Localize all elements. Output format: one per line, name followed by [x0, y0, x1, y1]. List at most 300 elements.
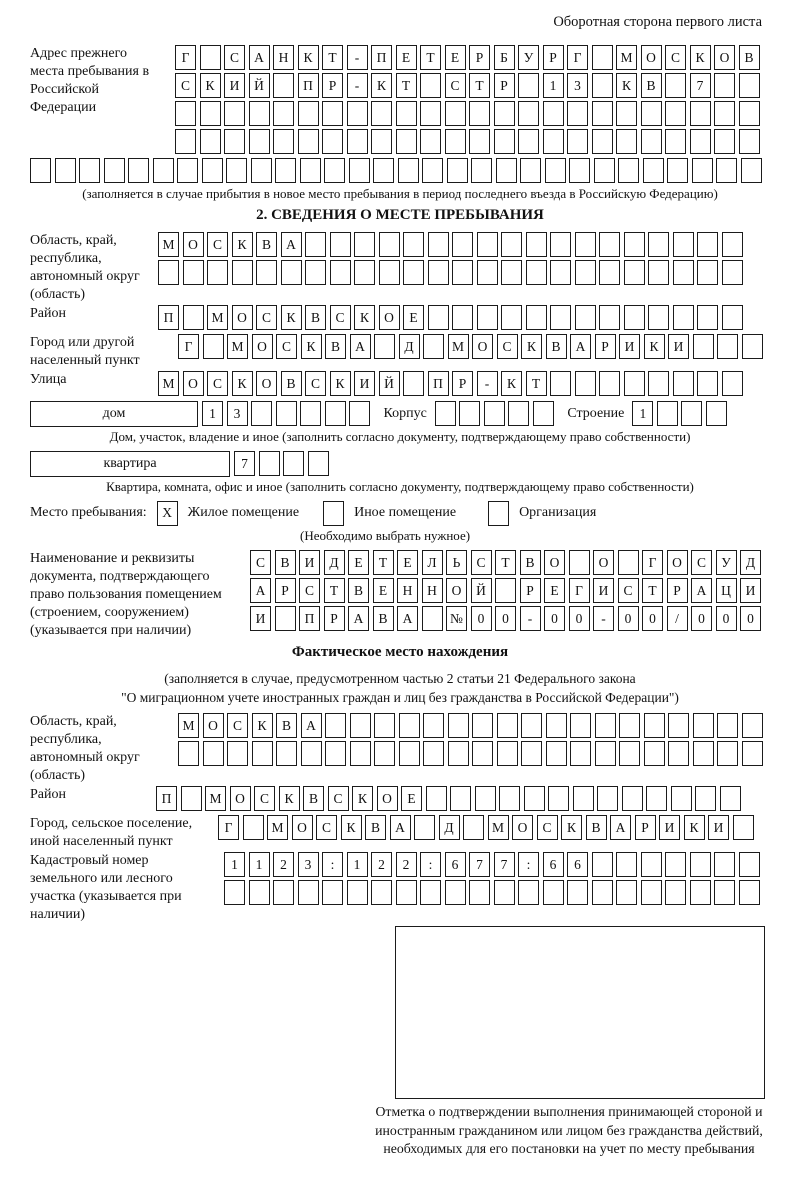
char-cell: [690, 129, 711, 154]
char-cell: [200, 129, 221, 154]
char-cell: [697, 260, 718, 285]
char-cell: Т: [469, 73, 490, 98]
char-cell: Е: [396, 45, 417, 70]
char-cell: [350, 713, 371, 738]
char-cell: [646, 786, 667, 811]
stamp-box: [395, 926, 765, 1099]
char-cell: К: [501, 371, 522, 396]
char-cell: С: [305, 371, 326, 396]
char-cell: [739, 73, 760, 98]
char-cell: [618, 158, 639, 183]
char-cell: [396, 101, 417, 126]
char-cell: 0: [471, 606, 492, 631]
char-cell: [308, 451, 329, 476]
char-cell: [526, 305, 547, 330]
char-cell: [251, 401, 272, 426]
char-cell: [665, 852, 686, 877]
char-cell: [428, 305, 449, 330]
char-cell: [518, 73, 539, 98]
char-cell: [448, 713, 469, 738]
char-cell: [693, 713, 714, 738]
char-cell: [227, 741, 248, 766]
char-row-cadastral-2: [224, 880, 770, 905]
char-cell: [452, 260, 473, 285]
char-cell: Е: [397, 550, 418, 575]
char-cell: У: [716, 550, 737, 575]
char-cell: -: [477, 371, 498, 396]
char-cell: [177, 158, 198, 183]
char-cell: И: [250, 606, 271, 631]
char-cell: [183, 260, 204, 285]
field-prev-address: [30, 45, 770, 157]
char-row-document-2: [250, 578, 770, 603]
char-cell: [592, 880, 613, 905]
char-cell: [422, 606, 443, 631]
char-cell: Д: [399, 334, 420, 359]
char-cell: [543, 101, 564, 126]
char-cell: [714, 129, 735, 154]
char-cell: Г: [642, 550, 663, 575]
char-cell: [175, 129, 196, 154]
char-cell: [325, 401, 346, 426]
char-cell: Н: [397, 578, 418, 603]
char-cell: М: [227, 334, 248, 359]
char-cell: О: [714, 45, 735, 70]
char-cell: [592, 45, 613, 70]
char-cell: [477, 305, 498, 330]
char-cell: [55, 158, 76, 183]
field-district: [30, 305, 770, 333]
char-cell: [681, 401, 702, 426]
char-cell: О: [512, 815, 533, 840]
char-cell: [469, 101, 490, 126]
char-cell: 3: [567, 73, 588, 98]
char-cell: [373, 158, 394, 183]
char-cell: Р: [494, 73, 515, 98]
char-cell: 3: [227, 401, 248, 426]
char-cell: [667, 158, 688, 183]
char-cell: [298, 880, 319, 905]
char-cell: П: [371, 45, 392, 70]
char-cell: [722, 232, 743, 257]
char-cell: [665, 73, 686, 98]
char-cell: Д: [740, 550, 761, 575]
char-cell: [426, 786, 447, 811]
char-cell: [644, 741, 665, 766]
char-cell: [273, 880, 294, 905]
char-cell: [273, 73, 294, 98]
char-cell: И: [299, 550, 320, 575]
field-city-actual: [30, 815, 770, 851]
char-cell: В: [365, 815, 386, 840]
field-label-document: Наименование и реквизиты документа, подтверждающего право пользования помещением (строением, сооружением) (указывается при наличии): [30, 551, 222, 638]
char-cell: [452, 232, 473, 257]
char-cell: [428, 232, 449, 257]
char-cell: [325, 741, 346, 766]
char-cell: [648, 232, 669, 257]
char-cell: [533, 401, 554, 426]
char-cell: А: [691, 578, 712, 603]
char-cell: [420, 101, 441, 126]
char-cell: С: [445, 73, 466, 98]
char-cell: [445, 129, 466, 154]
char-cell: 1: [249, 852, 270, 877]
char-cell: [104, 158, 125, 183]
char-row-document-3: [250, 606, 770, 631]
char-cell: [450, 786, 471, 811]
char-cell: С: [471, 550, 492, 575]
char-cell: [722, 305, 743, 330]
char-cell: [379, 232, 400, 257]
char-cell: -: [347, 45, 368, 70]
char-cell: Е: [445, 45, 466, 70]
char-cell: С: [276, 334, 297, 359]
char-cell: П: [156, 786, 177, 811]
char-cell: [739, 880, 760, 905]
char-cell: С: [250, 550, 271, 575]
char-cell: [354, 232, 375, 257]
char-cell: [497, 713, 518, 738]
char-cell: С: [227, 713, 248, 738]
char-cell: [273, 129, 294, 154]
char-cell: 1: [632, 401, 653, 426]
char-cell: М: [205, 786, 226, 811]
char-cell: [226, 158, 247, 183]
char-cell: [281, 260, 302, 285]
char-cell: [648, 260, 669, 285]
char-cell: О: [203, 713, 224, 738]
char-cell: [200, 45, 221, 70]
char-cell: В: [281, 371, 302, 396]
char-cell: О: [593, 550, 614, 575]
actual-location-caption-1: (заполняется в случае, предусмотренном частью 2 статьи 21 Федерального закона: [164, 671, 636, 686]
char-cell: [599, 260, 620, 285]
char-cell: [717, 741, 738, 766]
char-cell: А: [390, 815, 411, 840]
char-cell: А: [348, 606, 369, 631]
char-cell: В: [739, 45, 760, 70]
char-cell: [573, 786, 594, 811]
char-cell: [183, 305, 204, 330]
char-cell: [742, 334, 763, 359]
char-cell: С: [254, 786, 275, 811]
field-label-prev-address: Адрес прежнего места пребывания в Российской Федерации: [30, 46, 150, 115]
char-row-prev-address-4: [175, 129, 770, 154]
char-row-city-actual: [218, 815, 770, 840]
checkbox-other-premises: [323, 501, 344, 526]
char-cell: [472, 713, 493, 738]
char-cell: [469, 880, 490, 905]
char-cell: [592, 852, 613, 877]
char-cell: Т: [373, 550, 394, 575]
char-cell: С: [207, 232, 228, 257]
char-cell: [665, 101, 686, 126]
char-cell: [618, 550, 639, 575]
char-cell: В: [586, 815, 607, 840]
char-cell: [575, 232, 596, 257]
char-cell: [697, 305, 718, 330]
char-cell: [739, 852, 760, 877]
char-cell: К: [232, 371, 253, 396]
char-cell: В: [546, 334, 567, 359]
char-cell: [739, 101, 760, 126]
char-cell: 7: [234, 451, 255, 476]
char-cell: К: [232, 232, 253, 257]
char-cell: [203, 334, 224, 359]
char-cell: [717, 334, 738, 359]
option-residential-label: Жилое помещение: [187, 505, 300, 520]
char-cell: [459, 401, 480, 426]
char-cell: 2: [273, 852, 294, 877]
char-cell: [741, 158, 762, 183]
char-cell: К: [371, 73, 392, 98]
char-cell: А: [397, 606, 418, 631]
char-cell: В: [275, 550, 296, 575]
char-cell: Г: [175, 45, 196, 70]
field-street: [30, 371, 770, 399]
char-cell: Т: [324, 578, 345, 603]
char-cell: [501, 232, 522, 257]
char-row-city: [178, 334, 770, 359]
char-cell: В: [305, 305, 326, 330]
char-cell: [349, 158, 370, 183]
char-cell: [692, 158, 713, 183]
char-cell: [673, 232, 694, 257]
char-cell: [508, 401, 529, 426]
char-cell: [742, 741, 763, 766]
char-cell: И: [708, 815, 729, 840]
char-cell: [624, 232, 645, 257]
char-cell: [521, 741, 542, 766]
char-cell: Й: [249, 73, 270, 98]
char-cell: С: [175, 73, 196, 98]
char-cell: [477, 232, 498, 257]
char-cell: Г: [218, 815, 239, 840]
char-cell: [546, 741, 567, 766]
stamp-caption: Отметка о подтверждении выполнения принимающей стороной и иностранным гражданином или лицом без гражданства действий, необходимых для его постановки на учет по месту пребывания: [375, 1104, 763, 1156]
char-cell: [420, 880, 441, 905]
char-cell: [545, 158, 566, 183]
char-cell: [251, 158, 272, 183]
field-label-street: Улица: [30, 372, 67, 387]
char-cell: [619, 713, 640, 738]
char-cell: [496, 158, 517, 183]
option-other-premises-label: Иное помещение: [354, 505, 457, 520]
korpus-label: Корпус: [383, 405, 427, 421]
char-cell: [175, 101, 196, 126]
char-cell: [643, 158, 664, 183]
char-cell: [550, 371, 571, 396]
char-cell: [550, 305, 571, 330]
char-cell: [648, 305, 669, 330]
char-cell: [550, 232, 571, 257]
char-cell: [521, 713, 542, 738]
char-cell: [224, 880, 245, 905]
char-cell: 1: [224, 852, 245, 877]
char-cell: Г: [569, 578, 590, 603]
char-cell: [79, 158, 100, 183]
char-cell: Е: [373, 578, 394, 603]
char-cell: В: [520, 550, 541, 575]
field-label-district: Район: [30, 306, 66, 321]
char-cell: [330, 260, 351, 285]
char-cell: [641, 129, 662, 154]
char-cell: [153, 158, 174, 183]
char-cell: [599, 232, 620, 257]
char-cell: [448, 741, 469, 766]
char-cell: [592, 101, 613, 126]
char-cell: [275, 606, 296, 631]
char-cell: [657, 401, 678, 426]
char-cell: [322, 129, 343, 154]
checkbox-organization: [488, 501, 509, 526]
char-cell: К: [281, 305, 302, 330]
char-cell: С: [537, 815, 558, 840]
char-cell: [616, 852, 637, 877]
char-cell: [695, 786, 716, 811]
char-cell: [592, 73, 613, 98]
field-label-region-actual: Область, край, республика, автономный округ (область): [30, 714, 140, 783]
char-cell: О: [252, 334, 273, 359]
char-cell: [181, 786, 202, 811]
char-cell: М: [267, 815, 288, 840]
char-cell: М: [158, 232, 179, 257]
char-cell: К: [561, 815, 582, 840]
char-cell: [403, 260, 424, 285]
char-cell: [423, 713, 444, 738]
char-cell: №: [446, 606, 467, 631]
field-label-city-actual: Город, сельское поселение, иной населенный пункт: [30, 816, 193, 849]
char-cell: [575, 305, 596, 330]
char-cell: А: [249, 45, 270, 70]
char-cell: [347, 880, 368, 905]
char-cell: К: [352, 786, 373, 811]
char-cell: [398, 158, 419, 183]
checkbox-residential: X: [157, 501, 178, 526]
char-cell: У: [518, 45, 539, 70]
house-box: дом: [30, 401, 198, 427]
char-cell: [595, 713, 616, 738]
char-cell: :: [518, 852, 539, 877]
char-cell: [472, 741, 493, 766]
char-cell: Р: [595, 334, 616, 359]
char-cell: [305, 232, 326, 257]
char-cell: [399, 713, 420, 738]
char-cell: С: [330, 305, 351, 330]
char-cell: [232, 260, 253, 285]
char-cell: [526, 232, 547, 257]
char-cell: [494, 101, 515, 126]
char-cell: [494, 129, 515, 154]
char-cell: [733, 815, 754, 840]
char-cell: [354, 260, 375, 285]
char-cell: [300, 158, 321, 183]
char-cell: Р: [469, 45, 490, 70]
char-cell: [697, 371, 718, 396]
char-row-apartment: [234, 451, 332, 476]
char-cell: [420, 73, 441, 98]
stroenie-label: Строение: [567, 405, 625, 421]
stay-note: (Необходимо выбрать нужное): [300, 528, 471, 543]
char-cell: М: [158, 371, 179, 396]
char-cell: [475, 786, 496, 811]
char-cell: 6: [445, 852, 466, 877]
section2-title: 2. СВЕДЕНИЯ О МЕСТЕ ПРЕБЫВАНИЯ: [256, 207, 544, 223]
char-cell: [714, 880, 735, 905]
char-cell: 2: [371, 852, 392, 877]
char-cell: О: [472, 334, 493, 359]
char-cell: [673, 260, 694, 285]
char-cell: [641, 880, 662, 905]
char-cell: [396, 880, 417, 905]
char-cell: [301, 741, 322, 766]
char-cell: 6: [543, 852, 564, 877]
char-cell: [256, 260, 277, 285]
char-cell: А: [301, 713, 322, 738]
char-cell: А: [610, 815, 631, 840]
char-cell: [619, 741, 640, 766]
char-cell: [567, 101, 588, 126]
char-cell: [224, 129, 245, 154]
char-cell: [641, 101, 662, 126]
char-cell: [128, 158, 149, 183]
char-cell: [599, 371, 620, 396]
char-cell: [641, 852, 662, 877]
char-cell: [668, 713, 689, 738]
char-cell: [714, 852, 735, 877]
char-cell: [501, 305, 522, 330]
char-cell: [575, 260, 596, 285]
char-cell: [648, 371, 669, 396]
char-cell: А: [281, 232, 302, 257]
char-cell: К: [279, 786, 300, 811]
char-row-region-actual-1: [178, 713, 770, 738]
char-cell: О: [544, 550, 565, 575]
char-cell: Т: [396, 73, 417, 98]
char-cell: Р: [275, 578, 296, 603]
house-caption: Дом, участок, владение и иное (заполнить согласно документу, подтверждающему право собственности): [109, 429, 691, 444]
char-cell: -: [520, 606, 541, 631]
char-cell: 0: [569, 606, 590, 631]
char-cell: 3: [298, 852, 319, 877]
char-cell: Н: [422, 578, 443, 603]
char-cell: [374, 713, 395, 738]
char-cell: О: [641, 45, 662, 70]
char-cell: [569, 158, 590, 183]
char-cell: [374, 334, 395, 359]
char-cell: [722, 371, 743, 396]
char-cell: [622, 786, 643, 811]
char-cell: [469, 129, 490, 154]
char-cell: [550, 260, 571, 285]
char-cell: -: [347, 73, 368, 98]
char-cell: [252, 741, 273, 766]
char-cell: 7: [469, 852, 490, 877]
char-cell: [524, 786, 545, 811]
house-row: [30, 400, 770, 427]
char-cell: [249, 880, 270, 905]
char-cell: О: [446, 578, 467, 603]
char-cell: О: [183, 371, 204, 396]
char-cell: [722, 260, 743, 285]
char-cell: [347, 129, 368, 154]
char-row-region-actual-2: [178, 741, 770, 766]
char-cell: [624, 305, 645, 330]
char-cell: С: [299, 578, 320, 603]
char-cell: 0: [642, 606, 663, 631]
char-cell: И: [659, 815, 680, 840]
char-cell: К: [200, 73, 221, 98]
